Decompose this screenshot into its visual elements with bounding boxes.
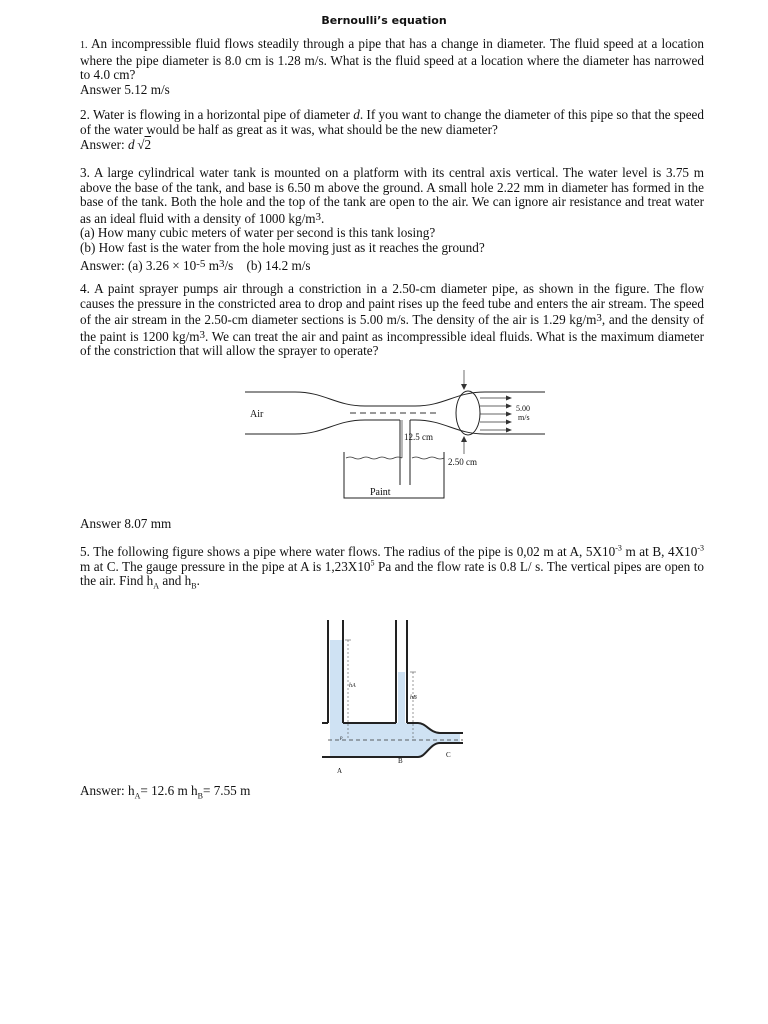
p-label: p (340, 736, 343, 741)
ha-label: hA (349, 683, 356, 689)
problem-4-answer-block (80, 517, 704, 532)
station-c-label: C (446, 751, 451, 759)
problem-3 (80, 166, 704, 273)
speed-value-label: 5.00 (516, 404, 530, 413)
problem-3-answer: Answer: (a) $3.26 \times 10^{-5}$ $m^3/s$ (b) 14.2 m/s (80, 257, 311, 273)
problem-5-answer-block (80, 784, 704, 799)
pipe-top-wall (245, 392, 545, 406)
flow-arrows (480, 398, 510, 430)
speed-unit-label: m/s (518, 413, 530, 422)
paint-label: Paint (370, 487, 391, 498)
problem-2-text: 2. Water is flowing in a horizontal pipe of diameter d. If you want to change the diameter of this pipe so that the speed of the water would be half as great as it was, what should be the new diameter? (80, 107, 704, 137)
problem-3-text: 3. A large cylindrical water tank is mounted on a platform with its central axis vertical. The water level is 3.75 m above the base of the tank, and base is 6.50 m above the ground. A small hole 2.22 mm in diameter has formed in the base of the tank. Both the hole and the top of the tank are open to the air. We can ignore air resistance and treat water as an ideal fluid with a density of 1000 $kg/m^3$. (80, 165, 704, 226)
problem-4-text: 4. A paint sprayer pumps air through a constriction in a 2.50-cm diameter pipe, as shown in the figure. The flow causes the pressure in the constricted area to drop and paint rises up the feed tube and enters the air stream. The speed of the air stream in the 2.50-cm diameter sections is 5.00 m/s. The density of the air is 1.29 $kg/m^3$, and the density of the paint is 1200 $kg/m^3$. We can treat the air and paint as incompressible ideal fluids. What is the maximum diameter of the constriction that will allow the sprayer to operate? (80, 281, 705, 359)
pipe-figure (318, 615, 468, 780)
document-title: Bernoulli’s equation (321, 14, 447, 27)
diameter-arrowhead-top (461, 384, 467, 390)
hb-label: hB (410, 695, 417, 701)
diameter-label: 2.50 cm (448, 457, 477, 467)
paint-sprayer-figure (240, 370, 550, 505)
pipe-bottom-wall-left (245, 420, 400, 434)
problem-2 (80, 108, 704, 153)
flow-arrowheads (506, 396, 512, 433)
problem-3-question-a: (a) How many cubic meters of water per second is this tank losing? (80, 225, 436, 241)
problem-3-question-b: (b) How fast is the water from the hole moving just as it reaches the ground? (80, 239, 485, 255)
pipe-cross-section (456, 391, 480, 435)
problem-2-answer: Answer: d √2 (80, 137, 152, 153)
sqrt-symbol: √ (137, 137, 145, 153)
station-b-label: B (398, 757, 403, 765)
problem-4 (80, 282, 704, 359)
air-label: Air (250, 409, 264, 420)
problem-1 (80, 37, 704, 97)
tube-height-label: 12.5 cm (404, 432, 433, 442)
problem-5-answer: Answer: $h_A= 12.6$ m $h_B= 7.55$ m (80, 783, 251, 801)
problem-5 (80, 545, 704, 589)
station-a-label: A (337, 767, 343, 775)
problem-1-answer: Answer 5.12 m/s (80, 81, 170, 97)
diameter-arrowhead-bottom (461, 436, 467, 442)
problem-5-text: 5. The following figure shows a pipe where water flows. The radius of the pipe is 0,02 m at A, $5X10^{-3}$ m at B, $4X10^{-3}$ m at C. The gauge pressure in the pipe at A is $1,23X10^5$ Pa and the flow rate is 0.8 L/ s. The vertical pipes are open to the air. Find $h_A$ and $h_B$. (80, 543, 704, 591)
problem-4-answer: Answer 8.07 mm (80, 516, 172, 531)
paint-surface (346, 457, 444, 459)
problem-1-text: 1. An incompressible fluid flows steadily through a pipe that has a change in diameter. The fluid speed at a location where the pipe diameter is 8.0 cm is 1.28 m/s. What is the fluid speed at a location where the diameter has narrowed to 4.0 cm? (80, 36, 704, 83)
